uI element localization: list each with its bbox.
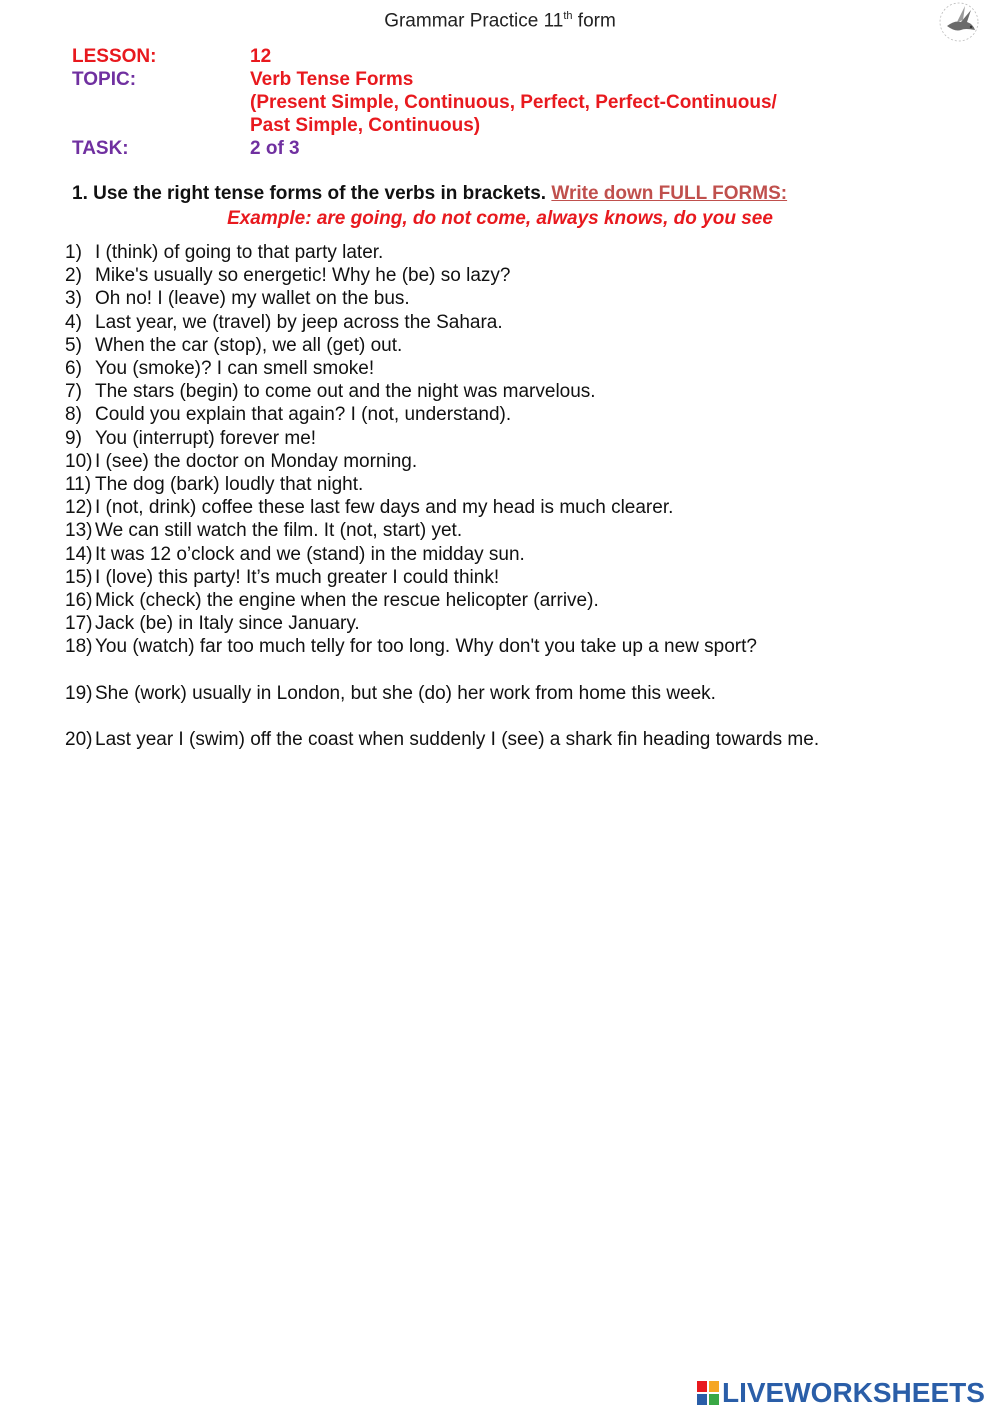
exercise-text: She (work) usually in London, but she (do) her work from home this week.	[95, 682, 716, 704]
exercise-item	[65, 311, 819, 334]
exercise-text: When the car (stop), we all (get) out.	[95, 334, 403, 356]
lesson-row	[72, 45, 777, 68]
exercise-item	[65, 264, 819, 287]
exercise-text: I (not, drink) coffee these last few days and my head is much clearer.	[95, 497, 674, 519]
topic-value	[250, 68, 777, 137]
exercise-number: 11)	[65, 474, 92, 496]
example-line: Example: are going, do not come, always knows, do you see	[227, 208, 773, 229]
exercise-text: Mike's usually so energetic! Why he (be) so lazy?	[95, 265, 511, 287]
lesson-value: 12	[250, 46, 272, 67]
exercise-number: 4)	[65, 311, 82, 333]
exercise-text: I (see) the doctor on Monday morning.	[95, 450, 418, 472]
exercise-text: You (smoke)? I can smell smoke!	[95, 358, 375, 380]
exercise-number: 14)	[65, 543, 93, 565]
exercise-item	[65, 682, 819, 705]
exercise-text: The stars (begin) to come out and the night was marvelous.	[95, 381, 596, 403]
exercise-number: 8)	[65, 404, 82, 426]
exercise-item	[65, 334, 819, 357]
topic-label: TOPIC:	[72, 69, 137, 90]
exercise-item	[65, 241, 819, 264]
exercise-item	[65, 427, 819, 450]
exercise-number: 3)	[65, 288, 82, 310]
exercise-item	[65, 566, 819, 589]
exercise-number: 5)	[65, 334, 82, 356]
exercise-number: 10)	[65, 450, 93, 472]
exercise-item	[65, 403, 819, 426]
exercise-item	[65, 450, 819, 473]
task-row	[72, 137, 777, 160]
exercise-item	[65, 728, 819, 751]
lesson-label: LESSON:	[72, 46, 157, 67]
exercise-item	[65, 612, 819, 635]
task-value: 2 of 3	[250, 138, 300, 159]
exercise-text: You (watch) far too much telly for too long. Why don't you take up a new sport?	[95, 636, 757, 658]
topic-line: Past Simple, Continuous)	[250, 115, 481, 136]
instruction-text: 1. Use the right tense forms of the verbs in brackets.	[72, 183, 547, 204]
exercise-number: 7)	[65, 381, 82, 403]
brand-text: LIVEWORKSHEETS	[722, 1377, 985, 1408]
topic-line: (Present Simple, Continuous, Perfect, Perfect-Continuous/	[250, 92, 777, 113]
exercise-number: 6)	[65, 358, 82, 380]
exercise-number: 18)	[65, 636, 93, 658]
exercise-text: Jack (be) in Italy since January.	[95, 613, 360, 635]
exercise-number: 9)	[65, 427, 82, 449]
exercise-text: Could you explain that again? I (not, understand).	[95, 404, 512, 426]
exercise-text: Mick (check) the engine when the rescue helicopter (arrive).	[95, 590, 599, 612]
exercise-number: 17)	[65, 613, 93, 635]
title-superscript: th	[563, 10, 573, 22]
exercise-text: Last year, we (travel) by jeep across the Sahara.	[95, 311, 503, 333]
exercise-text: Last year I (swim) off the coast when suddenly I (see) a shark fin heading towards me.	[95, 728, 820, 750]
exercise-item	[65, 287, 819, 310]
exercise-number: 13)	[65, 520, 93, 542]
lesson-meta	[72, 45, 777, 160]
title-prefix: Grammar Practice 11	[384, 10, 564, 32]
exercise-item	[65, 473, 819, 496]
bird-logo-icon	[935, 0, 983, 44]
exercise-number: 19)	[65, 682, 93, 704]
exercise-text: It was 12 o’clock and we (stand) in the midday sun.	[95, 543, 525, 565]
full-forms-instruction: Write down FULL FORMS:	[551, 183, 788, 204]
task-label: TASK:	[72, 138, 129, 159]
exercise-number: 12)	[65, 497, 93, 519]
exercise-item	[65, 496, 819, 519]
task-instruction	[72, 183, 787, 205]
exercise-number: 15)	[65, 566, 93, 588]
exercise-text: I (love) this party! It’s much greater I could think!	[95, 566, 500, 588]
topic-line: Verb Tense Forms	[250, 69, 414, 90]
exercise-text: You (interrupt) forever me!	[95, 427, 317, 449]
topic-row	[72, 68, 777, 137]
exercise-text: The dog (bark) loudly that night.	[95, 474, 364, 496]
exercise-item	[65, 357, 819, 380]
exercise-item	[65, 380, 819, 403]
exercise-number: 1)	[65, 242, 82, 263]
exercise-item	[65, 635, 819, 658]
page-title	[0, 10, 1000, 32]
exercise-list	[65, 241, 819, 751]
exercise-text: We can still watch the film. It (not, start) yet.	[95, 520, 463, 542]
exercise-text: I (think) of going to that party later.	[95, 242, 384, 263]
exercise-number: 16)	[65, 590, 93, 612]
exercise-item	[65, 589, 819, 612]
exercise-number: 2)	[65, 265, 82, 287]
title-suffix: form	[572, 10, 616, 32]
exercise-text: Oh no! I (leave) my wallet on the bus.	[95, 288, 410, 310]
exercise-item	[65, 543, 819, 566]
exercise-number: 20)	[65, 728, 93, 750]
liveworksheets-logo-icon	[697, 1381, 719, 1405]
liveworksheets-brand	[697, 1377, 985, 1409]
exercise-item	[65, 519, 819, 542]
